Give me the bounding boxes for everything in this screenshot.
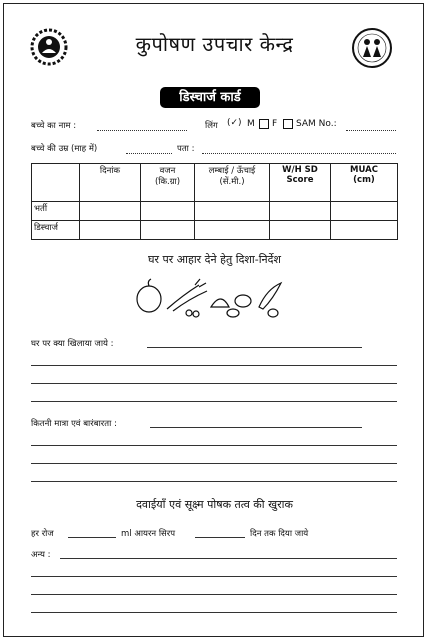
what-to-feed-line-3[interactable] bbox=[31, 383, 397, 384]
male-checkbox[interactable] bbox=[259, 119, 269, 129]
address-label: पता : bbox=[177, 144, 195, 154]
table-cell[interactable] bbox=[80, 221, 141, 240]
sam-number-field[interactable] bbox=[346, 130, 396, 131]
other-line-3[interactable] bbox=[31, 594, 397, 595]
quantity-frequency-line-2[interactable] bbox=[31, 445, 397, 446]
other-line-2[interactable] bbox=[31, 576, 397, 577]
table-cell[interactable] bbox=[195, 202, 270, 221]
table-cell[interactable] bbox=[80, 202, 141, 221]
quantity-frequency-line-3[interactable] bbox=[31, 463, 397, 464]
discharge-row-label: डिस्चार्ज bbox=[32, 221, 80, 240]
table-header-cell bbox=[32, 164, 80, 202]
child-age-label: बच्चे की उम्र (माह में) bbox=[31, 144, 98, 154]
admission-row-label: भर्ती bbox=[32, 202, 80, 221]
table-header-row bbox=[32, 164, 398, 202]
table-cell[interactable] bbox=[195, 221, 270, 240]
what-to-feed-label: घर पर क्या खिलाया जाये : bbox=[31, 339, 114, 349]
quantity-frequency-label: कितनी मात्रा एवं बारंबारता : bbox=[31, 419, 117, 429]
address-field[interactable] bbox=[202, 153, 396, 154]
table-cell[interactable] bbox=[141, 221, 195, 240]
child-name-label: बच्चे का नाम : bbox=[31, 121, 77, 131]
medicine-dosage-heading: दवाईयाँ एवं सूक्ष्म पोषक तत्व की खुराक bbox=[136, 498, 293, 511]
table-cell[interactable] bbox=[270, 221, 331, 240]
what-to-feed-line-1[interactable] bbox=[147, 347, 362, 348]
daily-dose-field[interactable] bbox=[68, 537, 116, 538]
female-option-label: F bbox=[272, 119, 278, 129]
other-label: अन्य : bbox=[31, 550, 51, 560]
table-cell[interactable] bbox=[331, 202, 398, 221]
sam-number-label: SAM No.: bbox=[296, 119, 337, 129]
home-feeding-guidance-heading: घर पर आहार देने हेतु दिशा-निर्देश bbox=[148, 253, 281, 266]
sex-check-mark: (✓) bbox=[227, 118, 242, 128]
child-name-field[interactable] bbox=[97, 130, 187, 131]
vitals-table bbox=[31, 163, 398, 240]
table-cell[interactable] bbox=[331, 221, 398, 240]
table-header-weight: वजन (कि.ग्रा) bbox=[141, 164, 195, 202]
what-to-feed-line-2[interactable] bbox=[31, 365, 397, 366]
male-option-label: M bbox=[247, 119, 255, 129]
child-age-field[interactable] bbox=[126, 153, 172, 154]
table-header-height: लम्बाई / ऊँचाई (सें.मी.) bbox=[195, 164, 270, 202]
sex-label: लिंग bbox=[205, 121, 218, 131]
table-cell[interactable] bbox=[270, 202, 331, 221]
days-count-field[interactable] bbox=[195, 537, 245, 538]
other-line-4[interactable] bbox=[31, 612, 397, 613]
days-given-label: दिन तक दिया जाये bbox=[250, 529, 309, 539]
table-header-wh-score: W/H SD Score bbox=[270, 164, 331, 202]
table-row bbox=[32, 221, 398, 240]
quantity-frequency-line-1[interactable] bbox=[150, 427, 362, 428]
daily-label: हर रोज bbox=[31, 529, 54, 539]
quantity-frequency-line-4[interactable] bbox=[31, 481, 397, 482]
food-illustration bbox=[133, 277, 293, 319]
discharge-card-badge: डिस्चार्ज कार्ड bbox=[160, 87, 260, 108]
other-line-1[interactable] bbox=[60, 558, 397, 559]
table-header-date: दिनांक bbox=[80, 164, 141, 202]
what-to-feed-line-4[interactable] bbox=[31, 401, 397, 402]
table-row bbox=[32, 202, 398, 221]
page-title: कुपोषण उपचार केन्द्र bbox=[135, 32, 294, 56]
female-checkbox[interactable] bbox=[283, 119, 293, 129]
table-header-muac: MUAC (cm) bbox=[331, 164, 398, 202]
iron-syrup-label: ml आयरन सिरप bbox=[121, 529, 176, 539]
table-cell[interactable] bbox=[141, 202, 195, 221]
